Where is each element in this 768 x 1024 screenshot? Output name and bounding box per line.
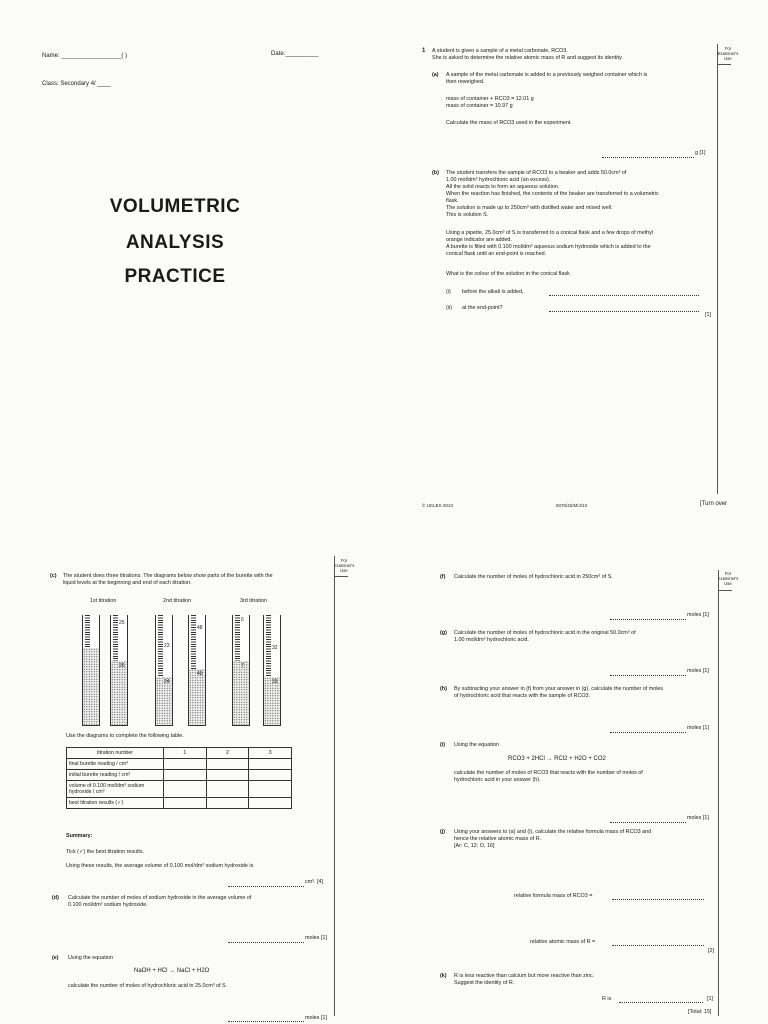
burette-2-start — [155, 615, 173, 726]
cover-title-line-3: PRACTICE — [124, 266, 226, 287]
answer-line-f[interactable] — [610, 619, 686, 620]
table-row-label: initial burette reading / cm³ — [67, 770, 164, 781]
part-b-line: A burette is filled with 0.100 mol/dm³ aqueous sodium hydroxide which is added to the — [446, 244, 651, 250]
summary-text-2: Using these results, the average volume of 0.100 mol/dm³ sodium hydroxide is — [66, 863, 254, 869]
part-a-answer-unit: g [1] — [695, 150, 706, 156]
answer-line-b-i[interactable] — [549, 295, 699, 296]
part-e-answer-unit: moles [1] — [305, 1015, 327, 1021]
question-page-2 — [0, 512, 384, 1024]
part-e-label: (e) — [52, 955, 59, 961]
burette-reading-top: 23 — [164, 643, 170, 649]
part-h-text-2: of hydrochloric acid that reacts with the sample of RCO3. — [454, 693, 591, 699]
titration-3-header: 3rd titration — [240, 598, 267, 604]
part-b-ii-label: (ii) — [446, 305, 452, 311]
answer-line-b-ii[interactable] — [549, 311, 699, 312]
cover-title-line-2: ANALYSIS — [125, 232, 225, 253]
footer-copyright: © UCLES 2013 — [422, 503, 453, 508]
table-header-cell: 2 — [206, 748, 249, 759]
part-a-label: (a) — [432, 72, 439, 78]
burette-liquid — [83, 648, 99, 725]
answer-line-average-volume[interactable] — [228, 886, 304, 887]
table-instruction: Use the diagrams to complete the following table. — [66, 733, 184, 739]
answer-line-j-formula-mass[interactable] — [612, 899, 704, 900]
table-row — [67, 759, 292, 770]
part-e-question: calculate the number of moles of hydrochloric acid in 25.0cm³ of S. — [68, 983, 228, 989]
answer-line-h[interactable] — [610, 732, 686, 733]
intro-text-1: A student is given a sample of a metal carbonate, RCO3. — [432, 48, 568, 54]
part-b-paragraph-2 — [446, 230, 712, 258]
mass-reading-1: mass of container + RCO3 = 12.01 g — [446, 96, 534, 102]
part-j-text-3: [Ar: C, 12; O, 16] — [454, 843, 495, 849]
burette-reading-bottom: 26 — [119, 663, 125, 669]
titration-2-header: 2nd titration — [163, 598, 192, 604]
part-g-text-2: 1.00 mol/dm³ hydrochloric acid. — [454, 637, 529, 643]
cover-page — [0, 0, 384, 512]
table-cell[interactable] — [206, 798, 249, 809]
burette-3-end — [263, 615, 281, 726]
part-d-answer-unit: moles [1] — [305, 935, 327, 941]
answer-line-i[interactable] — [610, 822, 686, 823]
part-g-label: (g) — [440, 630, 447, 636]
part-d-text-1: Calculate the number of moles of sodium hydroxide in the average volume of — [68, 895, 252, 901]
part-g-text-1: Calculate the number of moles of hydrochloric acid in the original 50.0cm³ of — [454, 630, 636, 636]
part-j-label: (j) — [440, 829, 446, 835]
table-cell[interactable] — [206, 770, 249, 781]
part-i-label: (i) — [440, 742, 446, 748]
part-f-label: (f) — [440, 574, 446, 580]
part-a-text-1: A sample of the metal carbonate is added to a previously weighed container which is — [446, 72, 648, 78]
part-a-text-2: then reweighed. — [446, 79, 485, 85]
part-c-label: (c) — [50, 573, 57, 579]
table-row — [67, 798, 292, 809]
table-row — [67, 770, 292, 781]
part-h-text-1: By subtracting your answer in (f) from your answer in (g), calculate the number of moles — [454, 686, 664, 692]
part-i-text: Using the equation — [454, 742, 499, 748]
date-field-label: Date:__________ — [271, 51, 319, 57]
part-b-line: Using a pipette, 25.0cm³ of S is transferred to a conical flask and a few drops of methyl — [446, 230, 654, 236]
question-total: [Total: 15] — [688, 1009, 712, 1015]
question-page-3 — [384, 512, 768, 1024]
burette-1-end — [110, 615, 128, 726]
summary-answer-unit: cm³. [4] — [305, 879, 323, 885]
table-cell[interactable] — [164, 770, 207, 781]
table-cell[interactable] — [249, 798, 292, 809]
table-header-cell: titration number — [67, 748, 164, 759]
burette-reading-top: 25 — [119, 620, 125, 626]
part-h-answer-unit: moles [1] — [687, 725, 709, 731]
part-b-i-label: (i) — [446, 289, 451, 295]
answer-line-d[interactable] — [228, 942, 304, 943]
part-f-text: Calculate the number of moles of hydrochloric acid in 250cm³ of S. — [454, 574, 613, 580]
part-b-line: The student transfers the sample of RCO3 to a beaker and adds 50.0cm³ of — [446, 170, 627, 176]
table-row-label: final burette reading / cm³ — [67, 759, 164, 770]
part-i-question-2: hydrochloric acid in your answer (h). — [454, 777, 541, 783]
part-k-answer-label: R is — [602, 996, 612, 1002]
burette-reading-bottom: 49 — [197, 671, 203, 677]
table-cell[interactable] — [249, 781, 292, 798]
margin-tick — [717, 64, 731, 65]
answer-line-g[interactable] — [610, 675, 686, 676]
examiner-margin-line — [334, 556, 335, 1016]
table-cell[interactable] — [164, 781, 207, 798]
mass-reading-2: mass of container = 10.97 g — [446, 103, 513, 109]
answer-line-a[interactable] — [602, 157, 694, 158]
part-e-equation: NaOH + HCl → NaCl + H2O — [134, 968, 210, 974]
burette-reading-top: 6 — [241, 617, 244, 623]
burette-liquid — [189, 669, 205, 725]
part-b-line: flask. — [446, 198, 459, 204]
burette-reading-bottom: 33 — [272, 679, 278, 685]
burette-reading-top: 48 — [197, 625, 203, 631]
table-header-cell: 3 — [249, 748, 292, 759]
part-k-text-2: Suggest the identity of R. — [454, 980, 515, 986]
table-row-label: volume of 0.100 mol/dm³ sodium hydroxide / cm³ — [67, 781, 164, 798]
part-b-line: 1.00 mol/dm³ hydrochloric acid (an excess). — [446, 177, 551, 183]
part-k-text-1: R is less reactive than calcium but more reactive than zinc. — [454, 973, 595, 979]
burette-reading-top: 32 — [272, 645, 278, 651]
margin-tick — [334, 576, 348, 577]
examiner-margin-line — [718, 570, 719, 1016]
part-j-text-2: hence the relative atomic mass of R. — [454, 836, 542, 842]
part-k-mark: [1] — [707, 996, 713, 1002]
table-cell[interactable] — [249, 770, 292, 781]
part-c-text-2: liquid levels at the beginning and end of each titration. — [63, 580, 192, 586]
part-i-answer-unit: moles [1] — [687, 815, 709, 821]
footer-turn-over: [Turn over — [700, 501, 728, 507]
part-a-question: Calculate the mass of RCO3 used in the experiment. — [446, 120, 572, 126]
intro-text-2: She is asked to determine the relative atomic mass of R and suggest its identity. — [432, 55, 623, 61]
titration-table — [66, 747, 292, 809]
answer-line-j-atomic-mass[interactable] — [612, 945, 704, 946]
part-b-line: The solution is made up to 250cm³ with distilled water and mixed well. — [446, 205, 613, 211]
margin-tick — [718, 590, 732, 591]
table-header-cell: 1 — [164, 748, 207, 759]
part-b-line: This is solution S. — [446, 212, 489, 218]
examiner-use-label: For Examiner's Use — [717, 571, 739, 586]
footer-paper-code: 5070/42/M/J/13 — [556, 503, 588, 508]
part-b-line: When the reaction has finished, the contents of the beaker are transferred to a volumetric — [446, 191, 659, 197]
part-d-text-2: 0.100 mol/dm³ sodium hydroxide. — [68, 902, 148, 908]
part-b-i-text: before the alkali is added, — [462, 289, 524, 295]
part-b-line: orange indicator are added. — [446, 237, 512, 243]
part-b-mark: [1] — [705, 312, 711, 318]
titration-1-header: 1st titration — [90, 598, 117, 604]
part-b-ii-text: at the end-point? — [462, 305, 503, 311]
part-b-line: conical flask until an end-point is reached. — [446, 251, 547, 257]
part-b-question: What is the colour of the solution in the conical flask — [446, 271, 570, 277]
burette-liquid — [233, 661, 249, 725]
summary-label: Summary: — [66, 833, 93, 839]
question-number: 1 — [422, 48, 426, 54]
summary-text-1: Tick (✓) the best titration results. — [66, 849, 145, 855]
part-i-question-1: calculate the number of moles of RCO3 that reacts with the number of moles of — [454, 770, 643, 776]
burette-reading-bottom: 7 — [241, 663, 244, 669]
examiner-margin-line — [717, 44, 718, 494]
examiner-use-label: For Examiner's Use — [717, 46, 739, 61]
answer-line-k[interactable] — [619, 1002, 703, 1003]
burette-3-start — [232, 615, 250, 726]
table-header-row — [67, 748, 292, 759]
question-page-1 — [384, 0, 768, 512]
part-c-text-1: The student does three titrations. The diagrams below show parts of the burette with the — [63, 573, 273, 579]
class-field-label: Class: Secondary 4/ ____ — [42, 81, 111, 87]
part-i-equation: RCO3 + 2HCl → RCl2 + H2O + CO2 — [508, 756, 606, 762]
part-j-answer-label-1: relative formula mass of RCO3 = — [514, 893, 593, 899]
table-cell[interactable] — [206, 759, 249, 770]
table-row — [67, 781, 292, 798]
part-j-text-1: Using your answers to (a) and (i), calculate the relative formula mass of RCO3 and — [454, 829, 652, 835]
burette-1-start — [82, 615, 100, 726]
part-f-answer-unit: moles [1] — [687, 612, 709, 618]
table-cell[interactable] — [249, 759, 292, 770]
name-field-label: Name: __________________( ) — [42, 53, 128, 59]
table-cell[interactable] — [206, 781, 249, 798]
cover-title-line-1: VOLUMETRIC — [109, 196, 241, 217]
burette-reading-bottom: 24 — [164, 679, 170, 685]
table-row-label: best titration results (✓) — [67, 798, 164, 809]
part-j-mark: [2] — [708, 948, 714, 954]
burette-liquid — [111, 661, 127, 725]
table-cell[interactable] — [164, 798, 207, 809]
part-b-line: All the solid reacts to form an aqueous solution. — [446, 184, 560, 190]
burette-2-end — [188, 615, 206, 726]
examiner-use-label: For Examiner's Use — [333, 558, 355, 573]
part-j-answer-label-2: relative atomic mass of R = — [530, 939, 596, 945]
part-b-paragraph-1 — [446, 170, 712, 219]
part-h-label: (h) — [440, 686, 447, 692]
part-k-label: (k) — [440, 973, 447, 979]
part-b-label: (b) — [432, 170, 439, 176]
part-e-text: Using the equation — [68, 955, 113, 961]
answer-line-e[interactable] — [228, 1021, 304, 1022]
table-cell[interactable] — [164, 759, 207, 770]
part-d-label: (d) — [52, 895, 59, 901]
part-g-answer-unit: moles [1] — [687, 668, 709, 674]
